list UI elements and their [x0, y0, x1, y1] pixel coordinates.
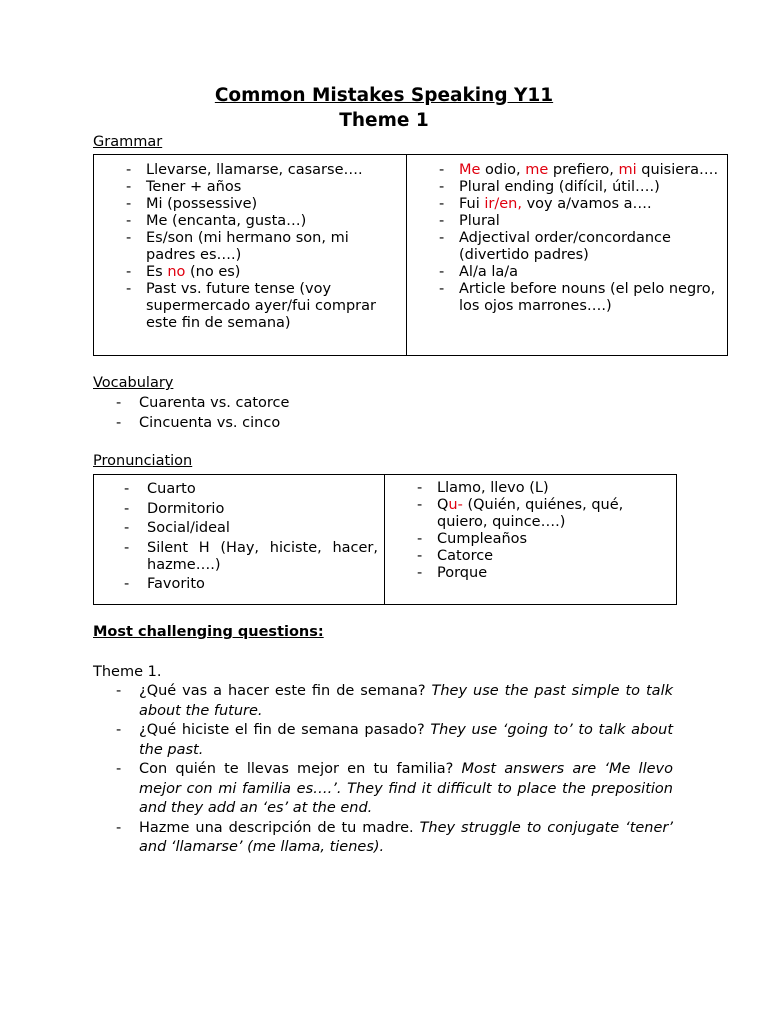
grammar-item: - Me odio, me prefiero, mi quisiera….	[407, 162, 719, 179]
grammar-item: - Adjectival order/concordance (divertido padres)	[407, 230, 719, 264]
grammar-table	[93, 154, 728, 356]
grammar-item: - Tener + años	[94, 179, 398, 196]
pronunciation-item: - Llamo, llevo (L)	[385, 480, 670, 497]
grammar-item: - Plural ending (difícil, útil….)	[407, 179, 719, 196]
grammar-item: - Llevarse, llamarse, casarse….	[94, 162, 398, 179]
grammar-item: - Article before nouns (el pelo negro, los ojos marrones….)	[407, 281, 719, 315]
grammar-item: - Mi (possessive)	[94, 196, 398, 213]
pronunciation-item: - Qu- (Quién, quiénes, qué, quiero, quince….)	[385, 497, 670, 531]
pronunciation-item: - Catorce	[385, 548, 670, 565]
pronunciation-item: - Favorito	[94, 576, 378, 593]
grammar-heading: Grammar	[93, 134, 163, 150]
grammar-item: - Al/a la/a	[407, 264, 719, 281]
question-item: - ¿Qué hiciste el fin de semana pasado? They use ‘going to’ to talk about the past.	[93, 721, 673, 760]
vocabulary-list	[93, 395, 693, 435]
challenging-theme: Theme 1.	[93, 664, 162, 680]
grammar-item: - Es no (no es)	[94, 264, 398, 281]
vocabulary-heading: Vocabulary	[93, 375, 174, 391]
grammar-item: - Me (encanta, gusta…)	[94, 213, 398, 230]
pronunciation-item: - Cuarto	[94, 481, 378, 498]
grammar-item: - Es/son (mi hermano son, mi padres es….)	[94, 230, 398, 264]
pronunciation-left-cell	[94, 475, 385, 605]
question-item: - ¿Qué vas a hacer este fin de semana? They use the past simple to talk about the future.	[93, 682, 673, 721]
questions-list	[93, 682, 673, 858]
grammar-left-cell	[94, 155, 407, 356]
pronunciation-right-cell	[385, 475, 677, 605]
pronunciation-table	[93, 474, 677, 605]
grammar-right-cell	[407, 155, 728, 356]
pronunciation-item: - Dormitorio	[94, 501, 378, 518]
document-subtitle: Theme 1	[339, 110, 429, 131]
question-item: - Con quién te llevas mejor en tu familia? Most answers are ‘Me llevo mejor con mi familia es….’. They find it difficult to place the preposition and they add an ‘es’ at the end.	[93, 760, 673, 819]
question-item: - Hazme una descripción de tu madre. They struggle to conjugate ‘tener’ and ‘llamarse’ (me llama, tienes).	[93, 819, 673, 858]
pronunciation-item: - Cumpleaños	[385, 531, 670, 548]
vocabulary-item: - Cuarenta vs. catorce	[93, 395, 693, 412]
pronunciation-item: - Silent H (Hay, hiciste, hacer, hazme….)	[94, 540, 378, 574]
vocabulary-item: - Cincuenta vs. cinco	[93, 415, 693, 432]
grammar-item: - Fui ir/en, voy a/vamos a….	[407, 196, 719, 213]
pronunciation-heading: Pronunciation	[93, 453, 193, 469]
pronunciation-item: - Social/ideal	[94, 520, 378, 537]
document-title: Common Mistakes Speaking Y11	[214, 85, 554, 106]
grammar-item: - Past vs. future tense (voy supermercado ayer/fui comprar este fin de semana)	[94, 281, 398, 332]
grammar-item: - Plural	[407, 213, 719, 230]
pronunciation-item: - Porque	[385, 565, 670, 582]
challenging-heading: Most challenging questions:	[93, 624, 324, 640]
